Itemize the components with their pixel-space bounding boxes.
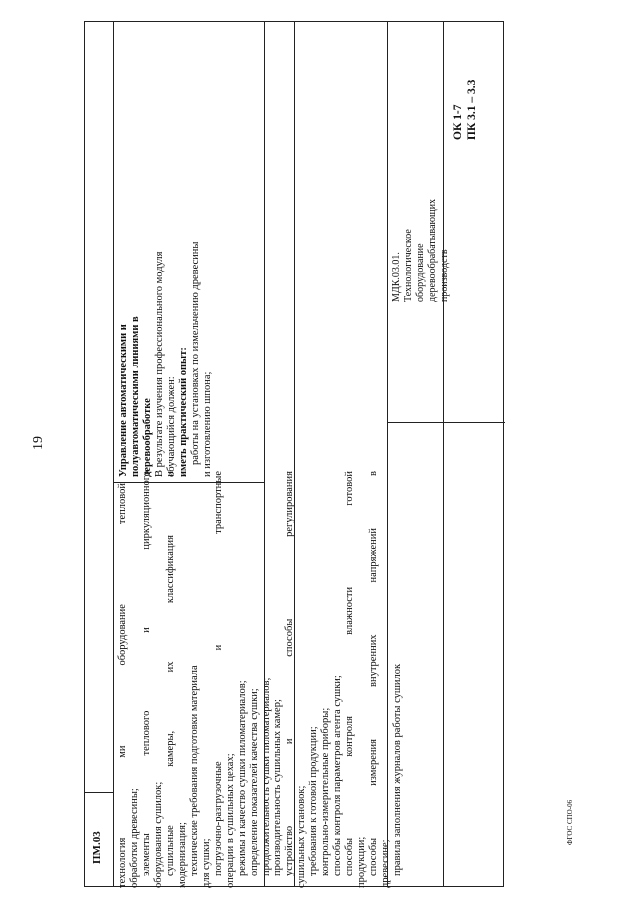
content-line: древесине; <box>380 839 391 888</box>
page-number: 19 <box>31 436 46 450</box>
content-line: устройство и способы регулирования <box>284 471 295 876</box>
row-divider <box>444 422 505 423</box>
content-line: сушильных установок; <box>296 785 307 888</box>
intro-line: обучающийся должен: <box>166 376 177 477</box>
empty-column-1 <box>264 22 294 886</box>
content-line: погрузочно-разгрузочные и транспортные <box>213 471 224 876</box>
content-line: для сушки; <box>201 838 212 888</box>
content-line: правила заполнения журналов работы сушилок <box>392 663 403 876</box>
lower-content-block <box>118 32 214 477</box>
content-line: способы контроля параметров агента сушки; <box>332 675 343 876</box>
content-line: обработки древесины; <box>129 788 140 888</box>
course-line: производств <box>439 249 450 302</box>
subheading: иметь практический опыт: <box>178 347 189 477</box>
module-code: ПМ.03 <box>91 831 103 864</box>
footer-code: ФГОС СПО-06 <box>566 799 574 845</box>
course-column <box>387 22 450 886</box>
content-line: производительность сушильных камер; <box>272 699 283 876</box>
content-line: способы измерения внутренних напряжений в <box>368 471 379 876</box>
content-line: определение показателей качества сушки; <box>249 688 260 876</box>
practice-line: и изготовлению шпона; <box>202 371 213 477</box>
content-line: модернизация; <box>177 822 188 888</box>
row-divider <box>85 792 113 793</box>
course-cell <box>391 199 451 302</box>
competency-line: ПК 3.1 – 3.3 <box>466 79 478 140</box>
curriculum-table <box>84 21 504 887</box>
content-line: элементы теплового и циркуляционного <box>141 471 152 876</box>
practice-line: работы на установках по измельчению древесины <box>190 241 201 465</box>
content-line: способы контроля влажности готовой <box>344 471 355 876</box>
content-line: сушильные камеры, их классификация и <box>165 471 176 876</box>
competency-line: ОК 1-7 <box>452 104 464 140</box>
course-line: Технологическое <box>403 229 414 302</box>
intro-line: В результате изучения профессионального модуля <box>154 251 165 477</box>
empty-column-2 <box>294 22 387 886</box>
module-title-line: деревообработке <box>142 398 153 477</box>
course-line: оборудование <box>415 243 426 302</box>
row-divider <box>388 422 443 423</box>
content-line: технические требования подготовки материала <box>189 665 200 876</box>
competency-cell <box>451 80 479 140</box>
content-line: режимы и качество сушки пиломатериалов; <box>237 680 248 876</box>
content-line: операции в сушильных цехах; <box>225 753 236 888</box>
content-line: продолжительность сушки пиломатериалов; <box>261 677 272 876</box>
content-line: технология ми оборудование тепловой <box>117 483 128 888</box>
content-line: оборудования сушилок; <box>153 781 164 888</box>
competency-column <box>443 22 505 886</box>
course-line: МДК.03.01. <box>391 252 402 302</box>
module-title-line: Управление автоматическими и <box>118 324 129 477</box>
content-line: требования к готовой продукции; <box>308 726 319 876</box>
content-line: продукции; <box>356 836 367 888</box>
course-line: деревообрабатывающих <box>427 198 438 302</box>
content-line: контрольно-измерительные приборы; <box>320 707 331 876</box>
code-column <box>85 22 113 886</box>
module-title-line: полуавтоматическими линиями в <box>130 316 141 477</box>
